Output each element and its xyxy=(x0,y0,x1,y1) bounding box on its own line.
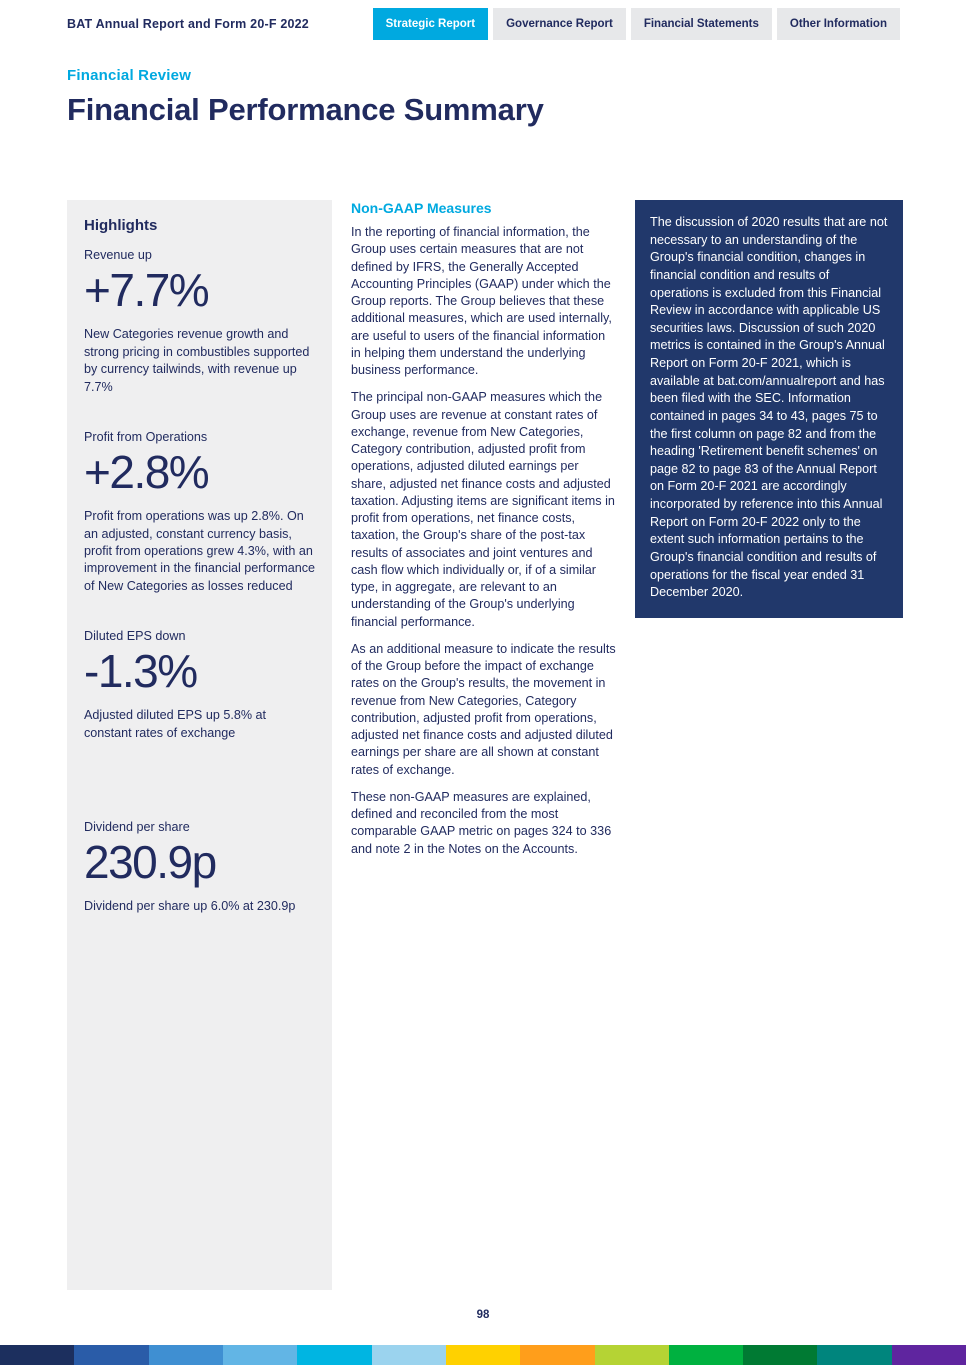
highlight-stat-revenue xyxy=(84,248,315,396)
stat-value: 230.9p xyxy=(84,836,216,889)
color-bar-segment xyxy=(892,1345,966,1365)
regulatory-notice-box xyxy=(635,200,903,618)
brand-color-bar xyxy=(0,1345,966,1365)
page-title: Financial Performance Summary xyxy=(67,92,544,127)
stat-label: Diluted EPS down xyxy=(84,629,186,644)
content-columns xyxy=(67,200,966,1290)
regulatory-notice-text: The discussion of 2020 results that are not necessary to an understanding of the Group's financial condition, changes in financial condition and results of operations is excluded from this Financial Review in accordance with applicable US securities laws. Discussion of such 2020 metrics is contained in the Group's Annual Report on Form 20-F 2021, which is available at bat.com/annualreport and has been filed with the SEC. Information contained in pages 34 to 43, pages 75 to the first column on page 82 and from the heading 'Retirement benefit schemes' on page 82 to page 83 of the Annual Report on Form 20-F 2021 are accordingly incorporated by reference into this Annual Report on Form 20-F 2022 only to the extent such information pertains to the Group's financial condition and results of operations for the fiscal year ended 31 December 2020. xyxy=(650,215,888,600)
highlight-stat-eps xyxy=(84,629,315,742)
color-bar-segment xyxy=(817,1345,891,1365)
highlights-heading: Highlights xyxy=(84,217,158,235)
stat-description: New Categories revenue growth and strong pricing in combustibles supported by currency tailwinds, with revenue up 7.7% xyxy=(84,327,310,394)
highlights-panel xyxy=(67,200,332,1290)
stat-value: +2.8% xyxy=(84,445,209,498)
tab-other-information[interactable]: Other Information xyxy=(777,8,900,40)
tab-strategic-report[interactable]: Strategic Report xyxy=(373,8,488,40)
stat-value: -1.3% xyxy=(84,645,197,698)
highlight-stat-dividend xyxy=(84,820,315,916)
page-number: 98 xyxy=(476,1309,490,1321)
report-title: BAT Annual Report and Form 20-F 2022 xyxy=(67,17,309,31)
non-gaap-section xyxy=(351,200,616,868)
color-bar-segment xyxy=(446,1345,520,1365)
report-header xyxy=(67,8,900,40)
non-gaap-paragraph: The principal non-GAAP measures which the Group uses are revenue at constant rates of exchange, revenue from New Categories, Category contribution, adjusted profit from operations, adjusted diluted earnings per share, adjusted net finance costs and adjusted taxation. Adjusting items are significant items in profit from operations, net finance costs, taxation, the Group's share of the post-tax results of associates and joint ventures and cash flow which individually or, if of a similar type, in aggregate, are relevant to an understanding of the Group's underlying financial performance. xyxy=(351,390,615,629)
non-gaap-paragraph: These non-GAAP measures are explained, defined and reconciled from the most comparable GAAP metric on pages 324 to 336 and note 2 in the Notes on the Accounts. xyxy=(351,789,612,856)
non-gaap-paragraph: In the reporting of financial information, the Group uses certain measures that are not defined by IFRS, the Generally Accepted Accounting Principles (GAAP) under which the Group reports. The Group believes that these additional measures, which are used internally, are useful to users of the financial information in helping them understand the underlying business performance. xyxy=(351,225,612,378)
non-gaap-heading: Non-GAAP Measures xyxy=(351,200,492,217)
section-label: Financial Review xyxy=(67,67,192,84)
color-bar-segment xyxy=(372,1345,446,1365)
color-bar-segment xyxy=(297,1345,371,1365)
stat-label: Revenue up xyxy=(84,248,152,263)
color-bar-segment xyxy=(520,1345,594,1365)
non-gaap-paragraph: As an additional measure to indicate the results of the Group before the impact of exchange rates on the Group's results, the movement in revenue from New Categories, Category contribution, adjusted profit from operations, adjusted net finance costs and adjusted diluted earnings per share are all shown at constant rates of exchange. xyxy=(351,641,616,777)
stat-label: Dividend per share xyxy=(84,820,190,835)
color-bar-segment xyxy=(74,1345,148,1365)
tab-governance-report[interactable]: Governance Report xyxy=(493,8,626,40)
color-bar-segment xyxy=(595,1345,669,1365)
highlight-stat-profit xyxy=(84,430,315,595)
color-bar-segment xyxy=(669,1345,743,1365)
stat-description: Adjusted diluted EPS up 5.8% at constant rates of exchange xyxy=(84,708,267,740)
color-bar-segment xyxy=(149,1345,223,1365)
tab-financial-statements[interactable]: Financial Statements xyxy=(631,8,772,40)
stat-description: Profit from operations was up 2.8%. On an adjusted, constant currency basis, profit from operations grew 4.3%, with an improvement in the financial performance of New Categories as losses reduced xyxy=(84,509,315,593)
color-bar-segment xyxy=(743,1345,817,1365)
section-tabs xyxy=(373,8,900,40)
stat-label: Profit from Operations xyxy=(84,429,208,444)
stat-description: Dividend per share up 6.0% at 230.9p xyxy=(84,899,296,914)
stat-value: +7.7% xyxy=(84,264,209,317)
color-bar-segment xyxy=(0,1345,74,1365)
color-bar-segment xyxy=(223,1345,297,1365)
title-block xyxy=(67,67,900,127)
